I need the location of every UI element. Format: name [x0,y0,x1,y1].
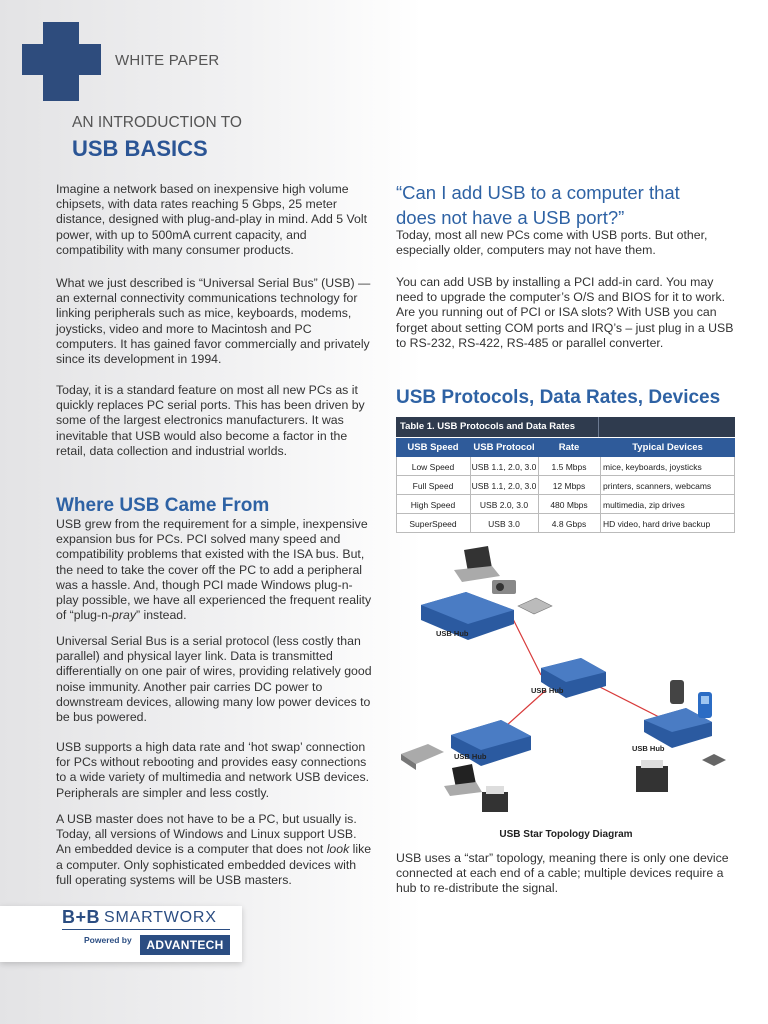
text: A USB master does not have to be a PC, but usually is. Today, all versions of Windows and Linux support USB. An embedded device is a computer that does not [56,812,357,857]
text-emphasis: look [326,842,350,857]
logo-cross-bar [22,44,101,75]
printer-icon [482,786,508,812]
table-header-rate: Rate [558,442,580,453]
table-cell: Low Speed [411,462,455,472]
table-cell: USB 3.0 [488,519,520,529]
hub-label: USB Hub [436,629,469,638]
diagram-caption: USB Star Topology Diagram [499,829,633,840]
doc-intro: AN INTRODUCTION TO [72,114,242,131]
table-cell: multimedia, zip drives [603,500,685,510]
phone-icon [670,680,684,704]
table-cell: USB 1.1, 2.0, 3.0 [471,481,537,491]
quote-line-2: does not have a USB port?” [396,207,625,228]
paragraph-usb-origin [56,517,374,623]
hub-label: USB Hub [454,752,487,761]
table-cell: USB 2.0, 3.0 [479,500,529,510]
link-line [511,615,541,675]
brand-name-b: SMARTWORX [104,909,217,926]
table-caption: Table 1. USB Protocols and Data Rates [400,421,576,432]
partner-name: ADVANTECH [146,938,224,952]
paragraph-usb-definition: What we just described is “Universal Serial Bus” (USB) — an external connectivity communications technology for linking peripherals such as mice, keyboards, modems, joysticks, video and more to Macintosh and PC computers. It has gained favor commercially and privately since its development in 1994. [56,276,371,367]
table-cell: 480 Mbps [550,500,588,510]
powered-by: Powered by [84,935,132,945]
text: like a computer. Only sophisticated embedded devices with full operating systems will be USB masters. [56,842,372,887]
logo-divider [62,929,230,930]
table-cell: 12 Mbps [552,481,586,491]
usb-topology-diagram [396,540,736,830]
scanner-icon [401,744,444,770]
heading-quote [396,180,736,230]
text-emphasis: pray [112,608,136,623]
paragraph-star-topology: USB uses a “star” topology, meaning there is only one device connected at each end of a cable; multiple devices require a hub to re-distribute the signal. [396,851,729,896]
paragraph-intro: Imagine a network based on inexpensive high volume chipsets, with data rates reaching 5 Gbps, 25 meter distance, designed with plug-and-play in mind. Add 5 Volt power, with up to 500mA current capacity, and compatibility with many consumer products. [56,182,368,257]
table-header-devices: Typical Devices [632,442,703,453]
table-cell: 1.5 Mbps [551,462,587,472]
paragraph-hot-swap: USB supports a high data rate and ‘hot swap’ connection for PCs without rebooting and provides easy connections to a wide variety of multimedia and network USB devices. Peripherals are simpler and less costly. [56,740,370,800]
media-player-icon [698,692,712,718]
hub-label: USB Hub [531,686,564,695]
page-title: USB BASICS [72,136,208,161]
paragraph-serial-protocol: Universal Serial Bus is a serial protocol (less costly than parallel) and physical layer link. Data is transmitted differentially on one pair of wires, providing relatively good noise immunity. Another pair carries DC power to downstream devices, allowing many low power devices to be bus powered. [56,634,372,725]
text: ” instead. [135,608,187,623]
table-header-protocol: USB Protocol [473,442,535,453]
table-cell: High Speed [410,500,456,510]
brand-name-a: B+B [62,907,101,927]
drive-icon [702,754,726,766]
table-cell: mice, keyboards, joysticks [603,462,702,472]
table-cell: USB 1.1, 2.0, 3.0 [471,462,537,472]
paragraph-standard-feature: Today, it is a standard feature on most all new PCs as it quickly replaces PC serial ports. This has been driven by some of the largest electronics manufacturers. It was inevitable that USB would also become a factor in the retail, data collection and industrial worlds. [56,383,365,458]
quote-line-1: “Can I add USB to a computer that [396,182,680,203]
doc-type: WHITE PAPER [115,52,220,69]
paragraph-usb-master [56,812,374,888]
text: USB grew from the requirement for a simple, inexpensive expansion bus for PCs. PCI solved many speed and compatibility problems that existed with the ISA bus. But, the need to take the cover off the PC to add a peripheral was a hassle. And, though PCI made Windows plug-n-play possible, we have all experienced the frequent reality of “plug-n- [56,517,372,623]
paragraph-pci-card: You can add USB by installing a PCI add-in card. You may need to upgrade the computer’s O/S and BIOS for it to work. Are you running out of PCI or ISA slots? With USB you can forget about setting COM ports and IRQ’s – just plug in a USB to RS-232, RS-422, RS-485 or parallel converter. [396,275,734,350]
hub-label: USB Hub [632,744,665,753]
laptop-icon [444,764,482,796]
laptop-icon [454,546,500,582]
table-divider [600,457,601,533]
table-cell: HD video, hard drive backup [603,519,711,529]
table-caption-split [598,417,735,437]
table-cell: 4.8 Gbps [551,519,587,529]
table-cell: printers, scanners, webcams [603,481,712,491]
table-cell: SuperSpeed [409,519,457,529]
table-header-speed: USB Speed [407,442,459,453]
projector-icon [492,580,516,594]
calculator-icon [518,598,552,614]
paragraph-new-pcs: Today, most all new PCs come with USB ports. But other, especially older, computers may not have them. [396,228,708,258]
table-cell: Full Speed [412,481,454,491]
printer-icon [636,760,668,792]
heading-where-usb: Where USB Came From [56,495,270,516]
heading-protocols: USB Protocols, Data Rates, Devices [396,387,721,408]
